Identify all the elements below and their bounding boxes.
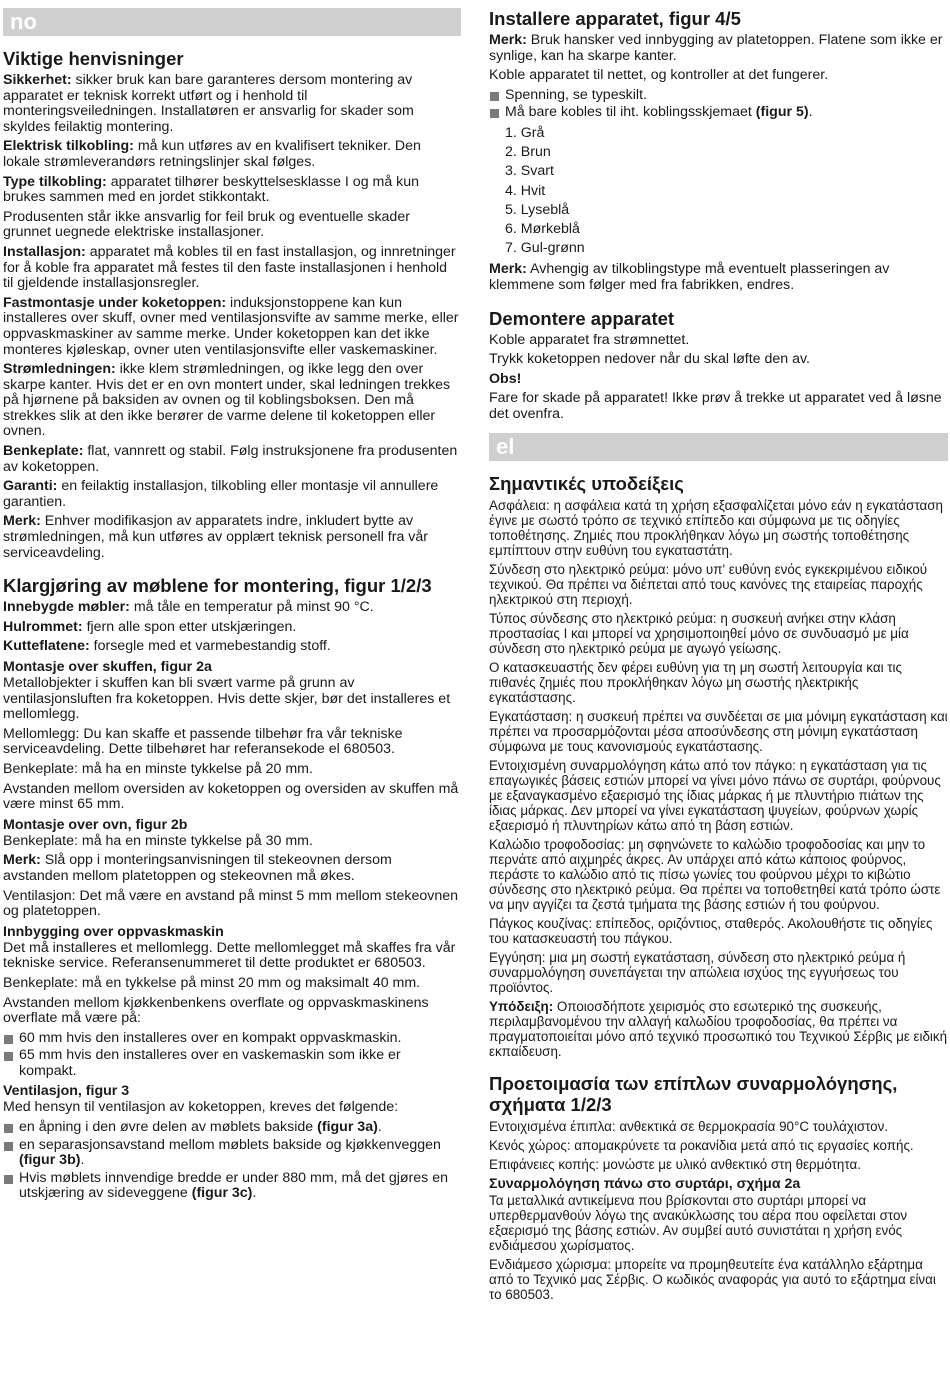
bullet-square-icon — [4, 1052, 13, 1061]
list-item: 60 mm hvis den installeres over en kompakt oppvaskmaskin. — [3, 1031, 461, 1047]
paragraph: Εγγύηση: μια μη σωστή εγκατάσταση, σύνδεση στο ηλεκτρικό ρεύμα ή συναρμολόγηση συνεπάγεται την απώλεια ισχύος της εγγυήσεως του προϊόντος. — [489, 949, 906, 995]
subsection-title: Συναρμολόγηση πάνω στο συρτάρι, σχήμα 2a — [489, 1175, 801, 1192]
bullet-square-icon — [4, 1175, 13, 1184]
warning-label: Obs! — [489, 370, 522, 387]
subsection-title: Montasje over skuffen, figur 2a — [3, 659, 212, 675]
bullet-square-icon — [490, 109, 499, 118]
list-item: 2. Brun — [505, 144, 551, 161]
paragraph: Garanti: en feilaktig installasjon, tilkobling eller montasje vil annullere garantien. — [3, 478, 439, 510]
paragraph: Med hensyn til ventilasjon av koketoppen, kreves det følgende: — [3, 1099, 399, 1116]
paragraph: Εντοιχισμένα έπιπλα: ανθεκτικά σε θερμοκρασία 90°C τουλάχιστον. — [489, 1118, 889, 1134]
paragraph: Κενός χώρος: απομακρύνετε τα ροκανίδια μετά από τις εργασίες κοπής. — [489, 1137, 914, 1153]
paragraph: Καλώδιο τροφοδοσίας: μη σφηνώνετε το καλώδιο τροφοδοσίας και μην το περνάτε από αιχμηρές άκρες. Αν υπάρχει από κάτω κάποιος φούρνος, περάστε το καλώδιο από τις πίσω γωνίες του φούρνου μέχρι το κιβώτιο σύνδεσης στο ηλεκτρικό ρεύμα. Θα πρέπει να τοποθετηθεί κατά τρόπο ώστε να μην αγγίζει τα ζεστά τμήματα της βάσης εστιών ή του φούρνου. — [489, 836, 941, 912]
list-item: 6. Mørkeblå — [505, 220, 580, 237]
paragraph: Benkeplate: må en tykkelse på minst 20 mm og maksimalt 40 mm. — [3, 974, 421, 991]
paragraph: Strømledningen: ikke klem strømledningen, og ikke legg den over skarpe kanter. Hvis det er en ovn montert under, skal ledningen trekkes på hjørnene på baksiden av ovnen og til koblingsboksen. Den må strekkes slik at den ikke berører de varme delene til koketoppen eller ovnen. — [3, 361, 451, 440]
list-item: 7. Gul-grønn — [505, 240, 585, 257]
left-column — [3, 8, 461, 1205]
wire-color-list — [489, 124, 948, 258]
language-header-no: no — [3, 8, 461, 36]
paragraph: Sikkerhet: sikker bruk kan bare garanteres dersom montering av apparatet er teknisk korrekt utført og i henhold til monteringsveiledningen. Installatøren er ansvarlig for skader som skyldes feilaktig montering. — [3, 72, 414, 135]
paragraph: Εντοιχισμένη συναρμολόγηση κάτω από τον πάγκο: η εγκατάσταση για τις επαγωγικές βάσεις εστιών μπορεί να γίνει μόνο πάνω σε συρτάρι, φούρνους με εξαναγκασμένο εξαερισμό της ίδιας μάρκας ή με πλυντήριο πιάτων της ίδιας μάρκας. Δεν μπορεί να γίνει εγκατάσταση ψυγείων, φούρνων χωρίς εξαερισμό ή πλυντηρίων κάτω από τη βάση εστιών. — [489, 757, 941, 833]
paragraph: Τα μεταλλικά αντικείμενα που βρίσκονται στο συρτάρι μπορεί να υπερθερμανθούν λόγω της ανακύκλωσης του αέρα που οφείλεται στον εξαερισμό της βάσης εστιών. Αν συμβεί αυτό συνιστάται η χρήση ενός ενδιάμεσου χωρίσματος. — [489, 1192, 908, 1253]
list-item: en åpning i den øvre delen av møblets bakside (figur 3a). — [3, 1120, 461, 1136]
paragraph: Merk: Avhengig av tilkoblingstype må eventuelt plasseringen av klemmene som følger med fra fabrikken, endres. — [489, 261, 890, 293]
paragraph: Benkeplate: må ha en minste tykkelse på 20 mm. — [3, 760, 313, 777]
bullet-list — [3, 1120, 461, 1202]
list-item: Må bare kobles til iht. koblingsskjemaet (figur 5). — [489, 105, 948, 121]
paragraph: Ventilasjon: Det må være en avstand på minst 5 mm mellom stekeovnen og platetoppen. — [3, 887, 458, 920]
section-title: Προετοιμασία των επίπλων συναρμολόγησης, σχήματα 1/2/3 — [489, 1072, 898, 1115]
paragraph: Επιφάνειες κοπής: μονώστε με υλικό ανθεκτικό στη θερμότητα. — [489, 1156, 861, 1172]
paragraph: Avstanden mellom oversiden av koketoppen og oversiden av skuffen må være minst 65 mm. — [3, 780, 459, 813]
paragraph: Elektrisk tilkobling: må kun utføres av en kvalifisert tekniker. Den lokale strømleverandørs retningslinjer skal følges. — [3, 138, 421, 170]
paragraph: Avstanden mellom kjøkkenbenkens overflate og oppvaskmaskinens overflate må være på: — [3, 994, 429, 1027]
paragraph: Metallobjekter i skuffen kan bli svært varme på grunn av ventilasjonsluften fra koketoppen. Hvis dette skjer, bør det installeres et mellomlegg. — [3, 675, 451, 723]
bullet-list — [3, 1031, 461, 1080]
bullet-square-icon — [4, 1142, 13, 1151]
paragraph: Merk: Slå opp i monteringsanvisningen til stekeovnen dersom avstanden mellom platetoppen og stekeovnen må økes. — [3, 852, 392, 884]
paragraph: Benkeplate: må ha en minste tykkelse på 30 mm. — [3, 832, 313, 849]
paragraph: Τύπος σύνδεσης στο ηλεκτρικό ρεύμα: η συσκευή ανήκει στην κλάση προστασίας I και μπορεί να χρησιμοποιηθεί μόνο σε συνδυασμό με μία σύνδεση στο ηλεκτρικό ρεύμα με αγωγό γείωσης. — [489, 610, 909, 656]
paragraph: Type tilkobling: apparatet tilhører beskyttelsesklasse I og må kun brukes sammen med en jordet stikkontakt. — [3, 173, 420, 206]
paragraph: Πάγκος κουζίνας: επίπεδος, οριζόντιος, σταθερός. Ακολουθήστε τις οδηγίες του κατασκευαστή του πάγκου. — [489, 915, 933, 946]
paragraph: Ο κατασκευαστής δεν φέρει ευθύνη για τη μη σωστή λειτουργία και τις πιθανές ζημιές που προκλήθηκαν λόγω μη σωστής ηλεκτρικής εγκατάστασης. — [489, 659, 902, 705]
paragraph: Produsenten står ikke ansvarlig for feil bruk og eventuelle skader grunnet uegnede elektriske installasjoner. — [3, 208, 410, 241]
paragraph: Installasjon: apparatet må kobles til en fast installasjon, og innretninger for å koble fra apparatet må festes til den faste installasjonen i henhold til gjeldende installasjonsregler. — [3, 243, 456, 292]
list-item: 5. Lyseblå — [505, 201, 570, 218]
list-item: Hvis møblets innvendige bredde er under 880 mm, må det gjøres en utskjæring av sideveggene (figur 3c). — [3, 1171, 461, 1202]
list-item: 3. Svart — [505, 163, 554, 180]
paragraph: Ενδιάμεσο χώρισμα: μπορείτε να προμηθευτείτε ένα κατάλληλο εξάρτημα από το Τεχνικό μας Σέρβις. Ο κωδικός αναφοράς για αυτό το εξάρτημα είναι το 680503. — [489, 1256, 936, 1302]
bullet-list — [489, 88, 948, 121]
subsection-title: Ventilasjon, figur 3 — [3, 1083, 130, 1100]
greek-section — [489, 473, 948, 1302]
paragraph: Υπόδειξη: Οποιοσδήποτε χειρισμός στο εσωτερικό της συσκευής, περιλαμβανομένου την αλλαγή καλωδίου τροφοδοσίας, θα πρέπει να πραγματοποιείται μόνο από τεχνικό προσωπικό του Τεχνικού Σέρβις με ειδική εκπαίδευση. — [489, 998, 948, 1059]
paragraph: Hulrommet: fjern alle spon etter utskjæringen. — [3, 618, 297, 635]
list-item: 65 mm hvis den installeres over en vaskemaskin som ikke er kompakt. — [3, 1048, 461, 1079]
section-title: Viktige henvisninger — [3, 48, 184, 69]
paragraph: Merk: Enhver modifikasjon av apparatets indre, inkludert bytte av strømledningen, må kun utføres av opplært teknisk personell fra vår serviceavdeling. — [3, 513, 429, 561]
paragraph: Σύνδεση στο ηλεκτρικό ρεύμα: μόνο υπ' ευθύνη ενός εγκεκριμένου ειδικού τεχνικού. Θα πρέπει να διέπεται από τους κανόνες της εταιρείας παροχής ηλεκτρικού στη περιοχή. — [489, 561, 928, 607]
paragraph: Εγκατάσταση: η συσκευή πρέπει να συνδέεται σε μια μόνιμη εγκατάσταση και πρέπει να προσαρμόζονται μέσα αποσύνδεσης στη μόνιμη εγκατάσταση σύμφωνα με τους κανονισμούς εγκατάστασης. — [489, 708, 948, 754]
list-item: Spenning, se typeskilt. — [489, 88, 948, 104]
subsection-title: Montasje over ovn, figur 2b — [3, 816, 188, 833]
paragraph: Trykk koketoppen nedover når du skal løfte den av. — [489, 351, 810, 368]
right-column — [489, 8, 948, 1306]
subsection-title: Innbygging over oppvaskmaskin — [3, 923, 224, 940]
list-item: en separasjonsavstand mellom møblets bakside og kjøkkenveggen (figur 3b). — [3, 1138, 461, 1169]
section-title: Demontere apparatet — [489, 307, 675, 329]
list-item: 1. Grå — [505, 124, 545, 141]
section-title: Σημαντικές υποδείξεις — [489, 472, 684, 494]
paragraph: Innebygde møbler: må tåle en temperatur på minst 90 °C. — [3, 599, 374, 616]
bullet-square-icon — [4, 1124, 13, 1133]
bullet-square-icon — [4, 1035, 13, 1044]
paragraph: Fastmontasje under koketoppen: induksjonstoppene kan kun installeres over skuff, ovner med ventilasjonsvifte av samme merke, eller oppvaskmaskiner av samme merke. Under koketoppen kan det ikke monteres kjøleskap, ovner uten ventilasjonsvifte eller vaskemaskiner. — [3, 294, 459, 358]
paragraph: Koble apparatet til nettet, og kontroller at det fungerer. — [489, 67, 829, 84]
language-header-el: el — [489, 433, 948, 461]
paragraph: Fare for skade på apparatet! Ikke prøv å trekke ut apparatet ved å løsne det ovenfra. — [489, 390, 942, 422]
section-title: Klargjøring av møblene for montering, figur 1/2/3 — [3, 575, 432, 597]
paragraph: Ασφάλεια: η ασφάλεια κατά τη χρήση εξασφαλίζεται μόνο εάν η εγκατάσταση έγινε με σωστό τρόπο σε τεχνικό επίπεδο και σύμφωνα με τις οδηγίες τοποθέτησης. Ζημιές που προκλήθηκαν λόγω μη σωστής τοποθέτησης εμπίπτουν στην ευθύνη του εγκαταστάτη. — [489, 497, 943, 558]
list-item: 4. Hvit — [505, 182, 546, 199]
bullet-square-icon — [490, 92, 499, 101]
paragraph: Det må installeres et mellomlegg. Dette mellomlegget må skaffes fra vår tekniske service. Referansenummeret til dette produktet er 680503. — [3, 939, 456, 972]
paragraph: Merk: Bruk hansker ved innbygging av platetoppen. Flatene som ikke er synlige, kan ha skarpe kanter. — [489, 32, 943, 64]
paragraph: Koble apparatet fra strømnettet. — [489, 331, 690, 348]
paragraph: Benkeplate: flat, vannrett og stabil. Følg instruksjonene fra produsenten av koketoppen. — [3, 443, 458, 475]
paragraph: Kutteflatene: forsegle med et varmebestandig stoff. — [3, 638, 331, 655]
section-title: Installere apparatet, figur 4/5 — [489, 8, 741, 29]
paragraph: Mellomlegg: Du kan skaffe et passende tilbehør fra vår tekniske serviceavdeling. Dette tilbehøret har referansekode el 680503. — [3, 725, 403, 758]
